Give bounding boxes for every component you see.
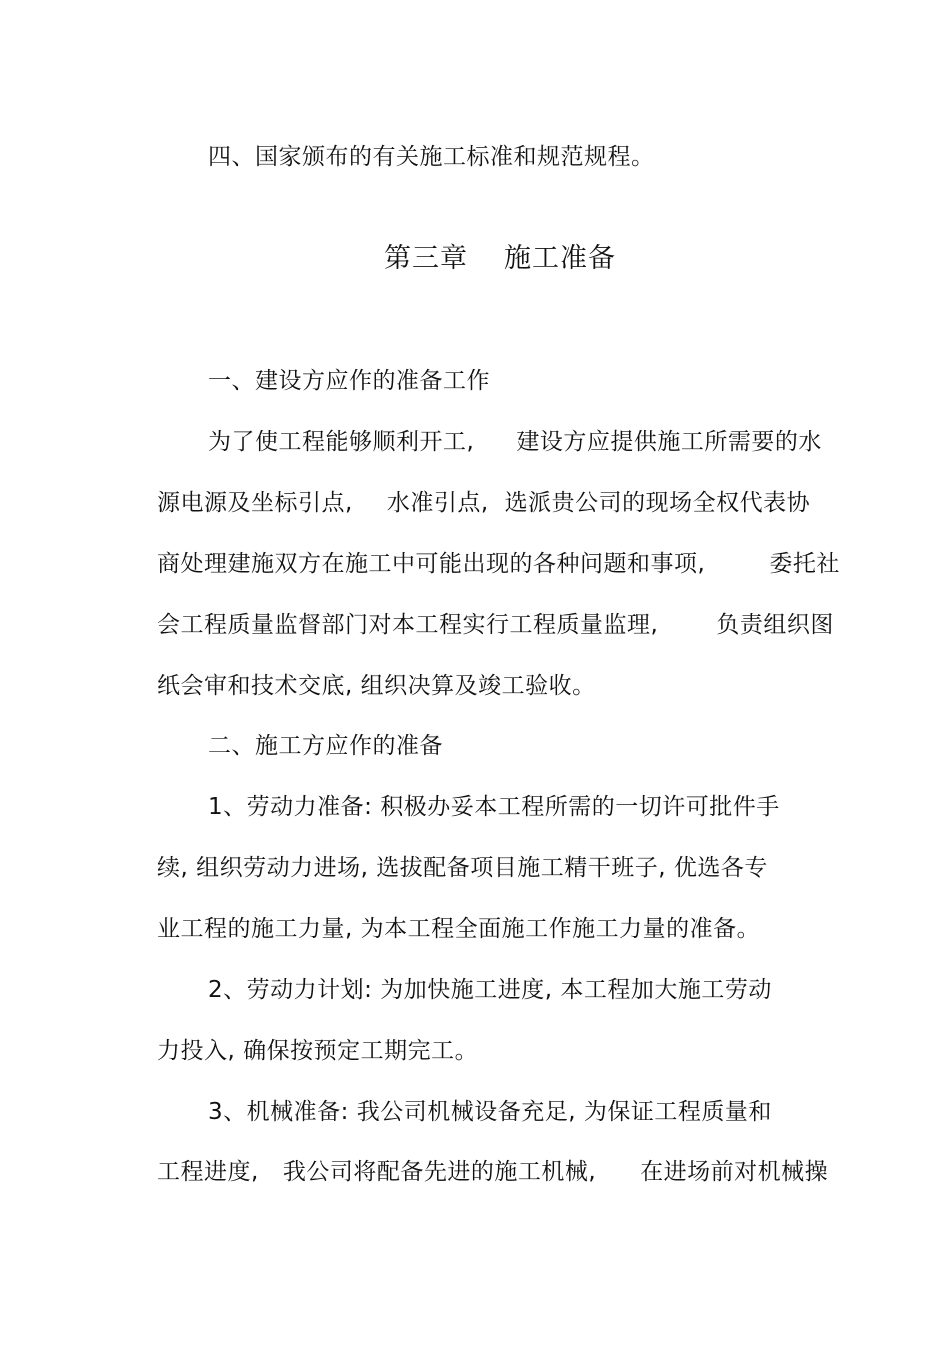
paragraph-line: 力投入, 确保按预定工期完工。	[157, 1038, 479, 1064]
standards-item-4: 四、国家颁布的有关施工标准和规范规程。	[208, 144, 655, 170]
chapter-number: 第三章	[384, 243, 468, 274]
text-segment: 源电源及坐标引点,	[157, 490, 353, 516]
text-segment: 我公司将配备先进的施工机械,	[282, 1159, 597, 1185]
paragraph-line	[157, 1157, 828, 1187]
text-segment: 选派贵公司的现场全权代表协	[504, 490, 811, 516]
chapter-name: 施工准备	[504, 243, 616, 274]
text-segment: 水准引点,	[386, 490, 489, 516]
paragraph-line	[157, 610, 834, 640]
paragraph-line: 业工程的施工力量, 为本工程全面施工作施工力量的准备。	[157, 916, 761, 942]
chapter-title	[384, 242, 616, 276]
text-segment: 为了使工程能够顺利开工,	[208, 429, 475, 455]
text-segment: 负责组织图	[716, 612, 834, 638]
paragraph-line	[157, 488, 810, 518]
paragraph-line: 纸会审和技术交底, 组织决算及竣工验收。	[157, 673, 596, 699]
section-heading-contractor: 二、施工方应作的准备	[208, 733, 443, 759]
text-segment: 会工程质量监督部门对本工程实行工程质量监理,	[157, 612, 659, 638]
text-segment: 委托社	[769, 551, 840, 577]
paragraph-line: 1、劳动力准备: 积极办妥本工程所需的一切许可批件手	[208, 794, 780, 820]
paragraph-line: 3、机械准备: 我公司机械设备充足, 为保证工程质量和	[208, 1099, 772, 1125]
text-segment: 在进场前对机械操	[640, 1159, 829, 1185]
paragraph-line	[157, 549, 840, 579]
paragraph-line	[208, 427, 822, 457]
text-segment: 商处理建施双方在施工中可能出现的各种问题和事项,	[157, 551, 706, 577]
text-segment: 工程进度,	[157, 1159, 259, 1185]
paragraph-line: 2、劳动力计划: 为加快施工进度, 本工程加大施工劳动	[208, 977, 772, 1003]
section-heading-owner: 一、建设方应作的准备工作	[208, 368, 490, 394]
paragraph-line: 续, 组织劳动力进场, 选拔配备项目施工精干班子, 优选各专	[157, 855, 768, 881]
text-segment: 建设方应提供施工所需要的水	[516, 429, 822, 455]
